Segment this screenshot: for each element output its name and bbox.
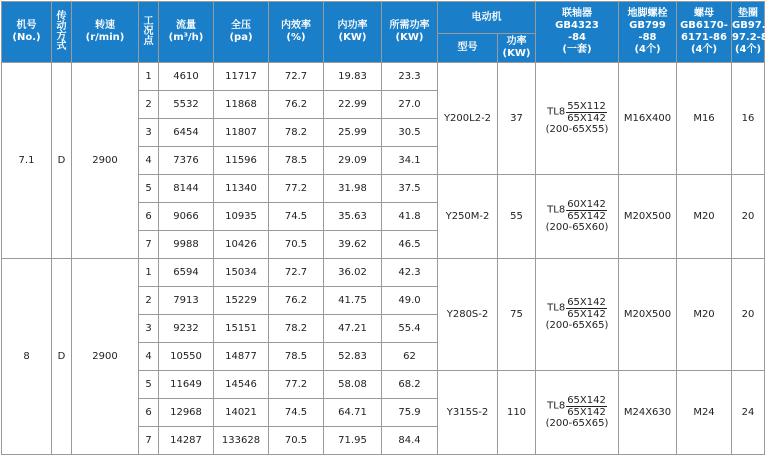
efficiency-cell: 70.5 bbox=[269, 427, 324, 455]
point-cell: 6 bbox=[139, 203, 159, 231]
anchor-bolt-cell: M16X400 bbox=[619, 63, 677, 175]
header-motor-model: 型号 bbox=[438, 34, 498, 63]
coupling-numerator: 65X142 bbox=[567, 297, 606, 308]
nut-cell: M20 bbox=[677, 175, 732, 259]
coupling-prefix: TL8 bbox=[547, 204, 566, 216]
washer-cell: 20 bbox=[732, 175, 765, 259]
efficiency-cell: 77.2 bbox=[269, 371, 324, 399]
motor-power-cell: 110 bbox=[498, 371, 536, 455]
washer-cell: 24 bbox=[732, 371, 765, 455]
coupling-cell bbox=[536, 371, 619, 455]
required-power-cell: 23.3 bbox=[382, 63, 438, 91]
efficiency-cell: 74.5 bbox=[269, 399, 324, 427]
nut-cell: M16 bbox=[677, 63, 732, 175]
flow-cell: 11649 bbox=[159, 371, 214, 399]
motor-power-cell: 75 bbox=[498, 259, 536, 371]
header-point: 工况点 bbox=[139, 2, 159, 63]
pressure-cell: 11868 bbox=[214, 91, 269, 119]
coupling-fraction bbox=[566, 395, 607, 418]
motor-model-cell: Y280S-2 bbox=[438, 259, 498, 371]
internal-power-cell: 47.21 bbox=[324, 315, 382, 343]
required-power-cell: 55.4 bbox=[382, 315, 438, 343]
pressure-cell: 11717 bbox=[214, 63, 269, 91]
header-motor-power: 功率 (KW) bbox=[498, 34, 536, 63]
internal-power-cell: 29.09 bbox=[324, 147, 382, 175]
required-power-cell: 37.5 bbox=[382, 175, 438, 203]
header-flow: 流量 (m³/h) bbox=[159, 2, 214, 63]
flow-cell: 10550 bbox=[159, 343, 214, 371]
motor-power-cell: 55 bbox=[498, 175, 536, 259]
pressure-cell: 10426 bbox=[214, 231, 269, 259]
flow-cell: 6454 bbox=[159, 119, 214, 147]
coupling-denominator: 65X142 bbox=[567, 407, 606, 418]
required-power-cell: 27.0 bbox=[382, 91, 438, 119]
header-speed: 转速 (r/min) bbox=[72, 2, 139, 63]
table-row bbox=[2, 259, 765, 287]
pressure-cell: 15151 bbox=[214, 315, 269, 343]
internal-power-cell: 22.99 bbox=[324, 91, 382, 119]
header-row bbox=[2, 2, 765, 34]
point-cell: 4 bbox=[139, 343, 159, 371]
flow-cell: 7913 bbox=[159, 287, 214, 315]
pressure-cell: 14021 bbox=[214, 399, 269, 427]
efficiency-cell: 77.2 bbox=[269, 175, 324, 203]
flow-cell: 6594 bbox=[159, 259, 214, 287]
point-cell: 3 bbox=[139, 119, 159, 147]
internal-power-cell: 19.83 bbox=[324, 63, 382, 91]
machine-no-cell: 7.1 bbox=[2, 63, 52, 259]
fan-performance-table bbox=[1, 1, 777, 455]
point-cell: 7 bbox=[139, 427, 159, 455]
pressure-cell: 10935 bbox=[214, 203, 269, 231]
internal-power-cell: 41.75 bbox=[324, 287, 382, 315]
internal-power-cell: 31.98 bbox=[324, 175, 382, 203]
pressure-cell: 14546 bbox=[214, 371, 269, 399]
flow-cell: 9988 bbox=[159, 231, 214, 259]
internal-power-cell: 39.62 bbox=[324, 231, 382, 259]
coupling-prefix: TL8 bbox=[547, 106, 566, 118]
header-required-power: 所需功率 (KW) bbox=[382, 2, 438, 63]
efficiency-cell: 78.2 bbox=[269, 119, 324, 147]
header-anchor-bolt: 地脚螺栓 GB799 -88 (4个) bbox=[619, 2, 677, 63]
header-washer: 垫圈 GB97.1- 97.2-85 (4个) bbox=[732, 2, 765, 63]
point-cell: 3 bbox=[139, 315, 159, 343]
machine-no-cell: 8 bbox=[2, 259, 52, 455]
efficiency-cell: 76.2 bbox=[269, 287, 324, 315]
point-cell: 2 bbox=[139, 287, 159, 315]
pressure-cell: 15229 bbox=[214, 287, 269, 315]
required-power-cell: 34.1 bbox=[382, 147, 438, 175]
required-power-cell: 62 bbox=[382, 343, 438, 371]
internal-power-cell: 64.71 bbox=[324, 399, 382, 427]
required-power-cell: 41.8 bbox=[382, 203, 438, 231]
efficiency-cell: 78.5 bbox=[269, 147, 324, 175]
flow-cell: 12968 bbox=[159, 399, 214, 427]
coupling-cell bbox=[536, 63, 619, 175]
efficiency-cell: 72.7 bbox=[269, 259, 324, 287]
flow-cell: 9232 bbox=[159, 315, 214, 343]
internal-power-cell: 35.63 bbox=[324, 203, 382, 231]
anchor-bolt-cell: M20X500 bbox=[619, 175, 677, 259]
point-cell: 5 bbox=[139, 371, 159, 399]
coupling-range: (200-65X55) bbox=[545, 124, 609, 135]
header-internal-power: 内功率 (KW) bbox=[324, 2, 382, 63]
coupling-numerator: 65X142 bbox=[567, 395, 606, 406]
point-cell: 4 bbox=[139, 147, 159, 175]
motor-model-cell: Y250M-2 bbox=[438, 175, 498, 259]
coupling-fraction bbox=[566, 199, 607, 222]
header-machine-no: 机号 (No.) bbox=[2, 2, 52, 63]
flow-cell: 4610 bbox=[159, 63, 214, 91]
required-power-cell: 46.5 bbox=[382, 231, 438, 259]
point-cell: 1 bbox=[139, 63, 159, 91]
table-row bbox=[2, 63, 765, 91]
pressure-cell: 14877 bbox=[214, 343, 269, 371]
efficiency-cell: 72.7 bbox=[269, 63, 324, 91]
header-coupling: 联轴器 GB4323 -84 (一套) bbox=[536, 2, 619, 63]
point-cell: 6 bbox=[139, 399, 159, 427]
required-power-cell: 68.2 bbox=[382, 371, 438, 399]
coupling-denominator: 65X142 bbox=[567, 309, 606, 320]
flow-cell: 14287 bbox=[159, 427, 214, 455]
coupling-cell bbox=[536, 175, 619, 259]
anchor-bolt-cell: M20X500 bbox=[619, 259, 677, 371]
pressure-cell: 11596 bbox=[214, 147, 269, 175]
coupling-numerator: 55X112 bbox=[567, 101, 606, 112]
header-motor: 电动机 bbox=[438, 2, 536, 34]
coupling-cell bbox=[536, 259, 619, 371]
flow-cell: 5532 bbox=[159, 91, 214, 119]
required-power-cell: 84.4 bbox=[382, 427, 438, 455]
required-power-cell: 75.9 bbox=[382, 399, 438, 427]
internal-power-cell: 58.08 bbox=[324, 371, 382, 399]
nut-cell: M24 bbox=[677, 371, 732, 455]
coupling-prefix: TL8 bbox=[547, 302, 566, 314]
coupling-denominator: 65X142 bbox=[567, 113, 606, 124]
internal-power-cell: 36.02 bbox=[324, 259, 382, 287]
efficiency-cell: 78.2 bbox=[269, 315, 324, 343]
coupling-fraction bbox=[566, 297, 607, 320]
header-total-pressure: 全压 (pa) bbox=[214, 2, 269, 63]
motor-model-cell: Y315S-2 bbox=[438, 371, 498, 455]
anchor-bolt-cell: M24X630 bbox=[619, 371, 677, 455]
point-cell: 7 bbox=[139, 231, 159, 259]
washer-cell: 20 bbox=[732, 259, 765, 371]
efficiency-cell: 70.5 bbox=[269, 231, 324, 259]
efficiency-cell: 76.2 bbox=[269, 91, 324, 119]
coupling-range: (200-65X60) bbox=[545, 222, 609, 233]
table-body bbox=[2, 63, 765, 455]
motor-model-cell: Y200L2-2 bbox=[438, 63, 498, 175]
pressure-cell: 15034 bbox=[214, 259, 269, 287]
coupling-numerator: 60X142 bbox=[567, 199, 606, 210]
point-cell: 5 bbox=[139, 175, 159, 203]
pressure-cell: 11340 bbox=[214, 175, 269, 203]
efficiency-cell: 78.5 bbox=[269, 343, 324, 371]
pressure-cell: 11807 bbox=[214, 119, 269, 147]
speed-cell: 2900 bbox=[72, 63, 139, 259]
internal-power-cell: 52.83 bbox=[324, 343, 382, 371]
coupling-fraction bbox=[566, 101, 607, 124]
internal-power-cell: 25.99 bbox=[324, 119, 382, 147]
pressure-cell: 133628 bbox=[214, 427, 269, 455]
coupling-range: (200-65X65) bbox=[545, 320, 609, 331]
motor-power-cell: 37 bbox=[498, 63, 536, 175]
required-power-cell: 49.0 bbox=[382, 287, 438, 315]
internal-power-cell: 71.95 bbox=[324, 427, 382, 455]
header-nut: 螺母 GB6170- 6171-86 (4个) bbox=[677, 2, 732, 63]
header-efficiency: 内效率 (%) bbox=[269, 2, 324, 63]
flow-cell: 8144 bbox=[159, 175, 214, 203]
washer-cell: 16 bbox=[732, 63, 765, 175]
coupling-denominator: 65X142 bbox=[567, 211, 606, 222]
flow-cell: 7376 bbox=[159, 147, 214, 175]
point-cell: 1 bbox=[139, 259, 159, 287]
speed-cell: 2900 bbox=[72, 259, 139, 455]
drive-cell: D bbox=[52, 63, 72, 259]
required-power-cell: 30.5 bbox=[382, 119, 438, 147]
coupling-prefix: TL8 bbox=[547, 400, 566, 412]
flow-cell: 9066 bbox=[159, 203, 214, 231]
nut-cell: M20 bbox=[677, 259, 732, 371]
header-drive: 传动方式 bbox=[52, 2, 72, 63]
point-cell: 2 bbox=[139, 91, 159, 119]
efficiency-cell: 74.5 bbox=[269, 203, 324, 231]
required-power-cell: 42.3 bbox=[382, 259, 438, 287]
coupling-range: (200-65X65) bbox=[545, 418, 609, 429]
drive-cell: D bbox=[52, 259, 72, 455]
